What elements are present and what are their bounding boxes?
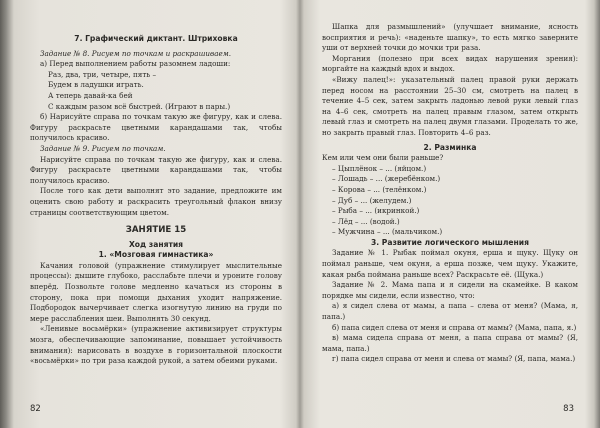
logic-task-1: Задание № 1. Рыбак поймал окуня, ерша и щуку. Щуку он поймал раньше, чем окуня, а ерша позже, чем щуку. Укажите, какая рыба поймана раньше всех? Раскрасьте её. (Щука.) [322, 248, 578, 279]
brain-gym-heading: 1. «Мозговая гимнастика» [98, 250, 214, 260]
warmup-item: – Мужчина – ... (мальчиком.) [332, 227, 443, 237]
logic-task-2-v: в) мама сидела справа от меня, а папа справа от мамы? (Я, мама, папа.) [322, 333, 578, 353]
logic-task-2-b: б) папа сидел слева от меня и справа от мамы? (Мама, папа, я.) [332, 322, 577, 332]
poem-line: Раз, два, три, четыре, пять – [48, 69, 157, 79]
lazy-eights-text: «Ленивые восьмёрки» (упражнение активизирует структуры мозга, обеспечивающие запоминание, повышает устойчивость внимания): нарисовать в воздухе в горизонтальной плоскости «восьмёрки» по три раза каждой рукой, а затем обеими руками. [30, 324, 282, 366]
thinking-cap-text: Шапка для размышлений» (улучшает внимание, ясность восприятия и речь): «наденьте шапку», то есть мягко заверните уши от верхней точки до мочки три раза. [322, 22, 578, 53]
lesson-title: ЗАНЯТИЕ 15 [125, 225, 187, 236]
left-page [14, 0, 292, 428]
warmup-heading: 2. Разминка [423, 142, 477, 152]
after-task-text: После того как дети выполнят это задание, предложите им оценить свою работу и раскрасить треугольный флакон внизу страницы соответствующим цветом. [30, 186, 282, 217]
task-9-text: Нарисуйте справа по точкам такую же фигуру, как и слева. Фигуру раскрасьте цветными карандашами так, чтобы получилось красиво. [30, 154, 282, 185]
poem [30, 70, 282, 112]
right-page-text [322, 22, 578, 365]
logic-task-2-a: а) я сидел слева от мамы, а папа – слева от меня? (Мама, я, папа.) [322, 301, 578, 322]
logic-heading: 3. Развитие логического мышления [371, 237, 529, 247]
task-8: Задание № 8. Рисуем по точкам и раскрашиваем. [40, 48, 231, 58]
warmup-item: – Лёд – ... (водой.) [332, 216, 400, 226]
poem-line: Будем в ладушки играть. [48, 80, 144, 90]
right-page [310, 0, 586, 428]
poem-line: С каждым разом всё быстрей. (Играют в пары.) [48, 101, 231, 111]
blinking-text: Моргания (полезно при всех видах нарушения зрения): моргайте на каждый вдох и выдох. [322, 53, 578, 74]
task-8-b: б) Нарисуйте справа по точкам такую же фигуру, как и слева. Фигуру раскрасьте цветными карандашами так, чтобы получилось красиво. [30, 112, 282, 143]
left-page-text [30, 34, 282, 367]
poem-line: А теперь давай-ка бей [48, 90, 133, 100]
page-number-right: 83 [563, 404, 574, 414]
warmup-question: Кем или чем они были раньше? [322, 153, 444, 163]
task-8-a: а) Перед выполнением работы разомнем ладоши: [40, 59, 231, 69]
section-heading-7: 7. Графический диктант. Штриховка [74, 34, 238, 43]
warmup-item: – Рыба – ... (икринкой.) [332, 206, 420, 216]
see-finger-text: «Вижу палец!»: указательный палец правой руки держать перед носом на расстоянии 25–30 см, смотреть на палец в течение 4–5 сек, затем закрыть ладонью левой руки левый глаз на 4–6 сек, смотреть на палец правым глазом, затем открыть левый глаз и смотреть на палец двумя глазами. Проделать то же, но закрыть правый глаз. Повторить 4–6 раз. [322, 74, 578, 137]
page-number-left: 82 [30, 404, 41, 414]
warmup-item: – Корова – ... (телёнком.) [332, 184, 427, 194]
head-swing-text: Качания головой (упражнение стимулирует мыслительные процессы): дышите глубоко, расслабьте плечи и уроните голову вперёд. Позвольте голове медленно качаться из стороны в сторону, пока при помощи дыхания уходит напряжение. Подбородок вычерчивает слегка изогнутую линию на груди по мере расслабления шеи. Выполнять 30 секунд. [30, 260, 282, 323]
logic-task-2: Задание № 2. Мама папа и я сидели на скамейке. В каком порядке мы сидели, если известно, что: [322, 280, 578, 300]
task-9: Задание № 9. Рисуем по точкам. [40, 143, 166, 153]
warmup-item: – Лошадь – ... (жеребёнком.) [332, 174, 441, 184]
lesson-course: Ход занятия [128, 239, 184, 249]
warmup-item: – Дуб – ... (желудем.) [332, 195, 412, 205]
warmup-item: – Цыплёнок – ... (яйцом.) [332, 163, 427, 173]
warmup-list [322, 164, 578, 238]
logic-task-2-g: г) папа сидел справа от меня и слева от мамы? (Я, папа, мама.) [332, 354, 576, 364]
